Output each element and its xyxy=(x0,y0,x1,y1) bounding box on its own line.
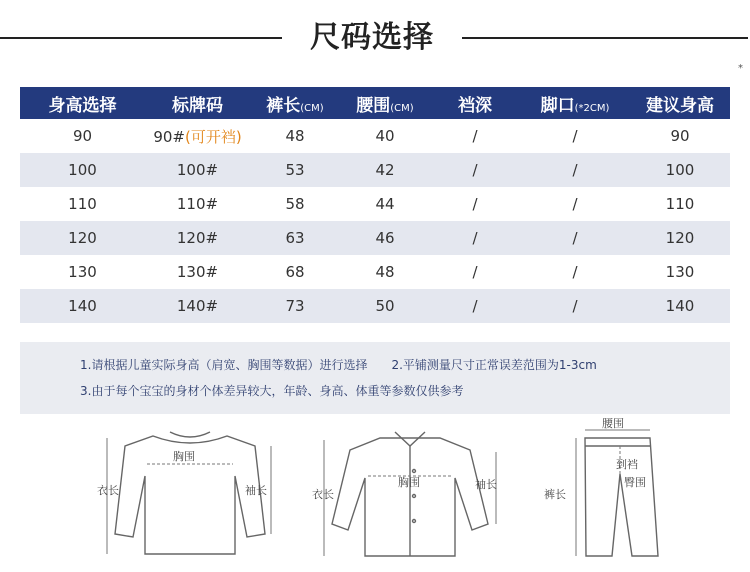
cell-suggest: 90 xyxy=(670,127,690,145)
shirt-length-label: 衣长 xyxy=(312,488,334,501)
cell-suggest: 120 xyxy=(665,229,695,247)
cell-length: 68 xyxy=(285,263,305,281)
page-title: 尺码选择 xyxy=(310,20,434,55)
cell-waist: 44 xyxy=(375,195,395,213)
header-rise: 裆深 xyxy=(458,95,492,116)
cell-suggest: 100 xyxy=(665,161,695,179)
shirt-icon xyxy=(332,432,488,556)
cell-length: 53 xyxy=(285,161,305,179)
pants-length-label: 裤长 xyxy=(544,488,566,501)
note-2: 2.平铺测量尺寸正常误差范围为1-3cm xyxy=(391,358,597,372)
cell-tag: 120# xyxy=(176,229,219,247)
table-row xyxy=(20,153,730,187)
cell-height: 130 xyxy=(68,263,97,281)
cell-cuff: / xyxy=(572,161,578,179)
cell-tag: 100# xyxy=(176,161,219,179)
notes-line-2 xyxy=(80,382,730,408)
sweater-sleeve-label: 袖长 xyxy=(245,484,267,497)
cell-height: 100 xyxy=(68,161,97,179)
cell-height: 110 xyxy=(68,195,97,213)
shirt-diagram xyxy=(310,416,510,570)
cell-tag: 90#(可开裆) xyxy=(153,127,242,146)
sweater-diagram xyxy=(95,416,285,570)
cell-height: 120 xyxy=(68,229,97,247)
pants-measure-lines xyxy=(576,430,650,556)
cell-waist: 40 xyxy=(375,127,395,145)
title-divider-left xyxy=(0,37,282,39)
note-3: 3.由于每个宝宝的身材个体差异较大，年龄、身高、体重等参数仅供参考 xyxy=(80,384,464,398)
cell-rise: / xyxy=(472,127,478,145)
header-suggest: 建议身高 xyxy=(646,95,714,116)
cell-length: 73 xyxy=(285,297,305,315)
cell-waist: 50 xyxy=(375,297,395,315)
table-row xyxy=(20,289,730,323)
cell-suggest: 110 xyxy=(665,195,695,213)
size-table xyxy=(20,87,730,323)
notes-line-1 xyxy=(80,356,730,382)
cell-rise: / xyxy=(472,161,478,179)
cell-length: 48 xyxy=(285,127,305,145)
cell-tag-note: (可开裆) xyxy=(184,127,242,146)
table-row xyxy=(20,255,730,289)
cell-cuff: / xyxy=(572,263,578,281)
cell-tag: 110# xyxy=(176,195,219,213)
header-waist: 腰围(CM) xyxy=(356,95,414,116)
notes-box xyxy=(20,342,730,414)
title-bar xyxy=(0,0,750,75)
pants-diagram xyxy=(540,416,680,570)
cell-cuff: / xyxy=(572,127,578,145)
table-row xyxy=(20,187,730,221)
cell-rise: / xyxy=(472,229,478,247)
cell-cuff: / xyxy=(572,297,578,315)
sweater-chest-label: 胸围 xyxy=(173,450,195,463)
cell-cuff: / xyxy=(572,229,578,247)
cell-rise: / xyxy=(472,297,478,315)
header-tag: 标牌码 xyxy=(172,95,223,116)
shirt-sleeve-label: 袖长 xyxy=(475,478,497,491)
cell-rise: / xyxy=(472,195,478,213)
cell-length: 63 xyxy=(285,229,305,247)
table-row xyxy=(20,221,730,255)
cell-cuff: / xyxy=(572,195,578,213)
cell-tag: 130# xyxy=(176,263,219,281)
cell-rise: / xyxy=(472,263,478,281)
cell-waist: 48 xyxy=(375,263,395,281)
pants-icon xyxy=(585,438,658,556)
header-height: 身高选择 xyxy=(48,95,117,116)
corner-mark: * xyxy=(738,63,743,74)
cell-height: 90 xyxy=(72,127,93,145)
cell-waist: 42 xyxy=(375,161,395,179)
note-1: 1.请根据儿童实际身高（肩宽、胸围等数据）进行选择 xyxy=(80,358,368,372)
sweater-length-label: 衣长 xyxy=(97,484,119,497)
cell-length: 58 xyxy=(285,195,305,213)
cell-suggest: 130 xyxy=(665,263,695,281)
cell-height: 140 xyxy=(68,297,97,315)
shirt-chest-label: 胸围 xyxy=(398,476,420,489)
pants-rise-label: 到裆 xyxy=(616,458,638,471)
pants-hip-label: 臀围 xyxy=(624,476,646,489)
cell-suggest: 140 xyxy=(665,297,695,315)
header-cuff: 脚口(*2CM) xyxy=(540,95,610,116)
title-divider-right xyxy=(462,37,748,39)
cell-tag: 140# xyxy=(176,297,219,315)
header-length: 裤长(CM) xyxy=(266,95,324,116)
table-row xyxy=(20,119,730,153)
cell-waist: 46 xyxy=(375,229,395,247)
pants-waist-label: 腰围 xyxy=(602,417,624,430)
table-header xyxy=(20,87,730,119)
